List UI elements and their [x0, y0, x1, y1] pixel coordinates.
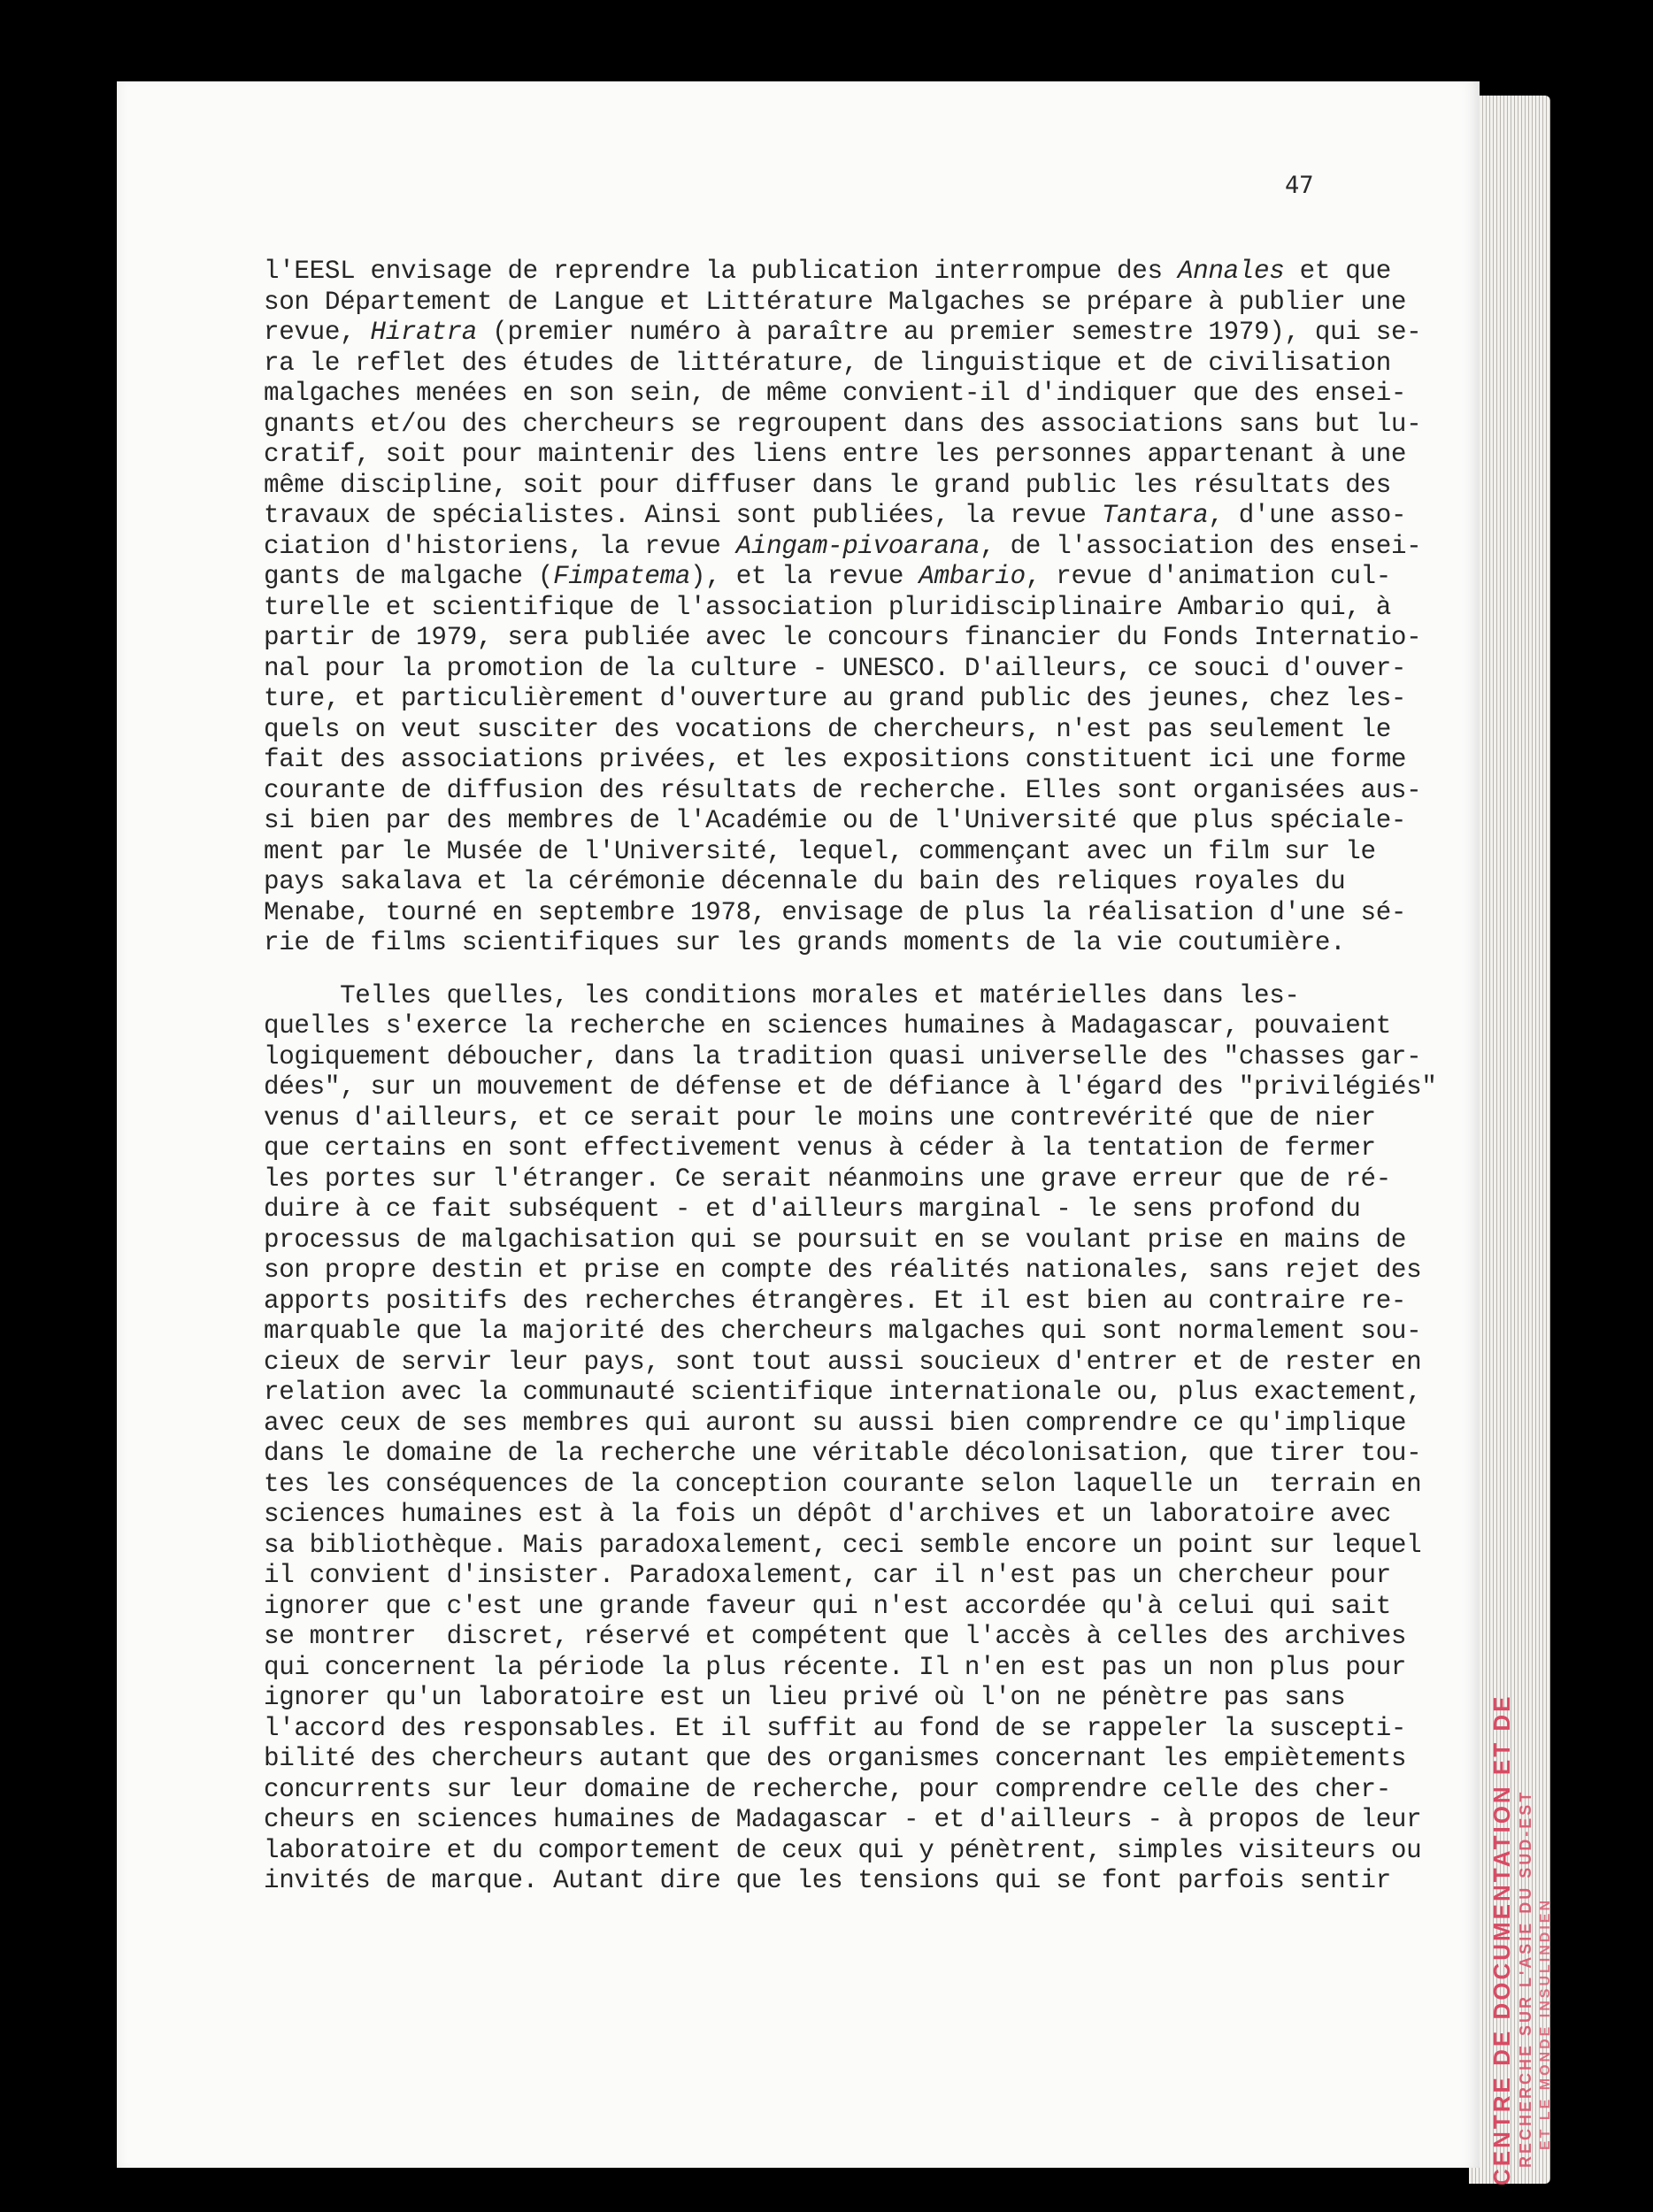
- library-stamp: [1469, 929, 1566, 2185]
- text-run: partir de 1979, sera publiée avec le concours financier du Fonds Internatio-: [264, 623, 1422, 652]
- text-line: [264, 1347, 1422, 1379]
- text-line: [264, 775, 1422, 807]
- body-text: [264, 257, 1437, 1897]
- text-line: [264, 1286, 1407, 1317]
- text-line: [264, 653, 1407, 685]
- text-run: rie de films scientifiques sur les grands moments de la vie coutumière.: [264, 928, 1346, 957]
- text-run: bilité des chercheurs autant que des organismes concernant les empiètements: [264, 1744, 1407, 1773]
- text-line: [264, 470, 1391, 502]
- text-run: ignorer qu'un laboratoire est un lieu privé où l'on ne pénètre pas sans: [264, 1683, 1346, 1712]
- text-run: ture, et particulièrement d'ouverture au grand public des jeunes, chez les-: [264, 684, 1407, 713]
- text-line: [264, 440, 1407, 471]
- text-run: ignorer que c'est une grande faveur qui n'est accordée qu'à celui qui sait: [264, 1591, 1391, 1621]
- text-line: [264, 1744, 1407, 1775]
- text-line: [264, 1683, 1361, 1714]
- text-line: [264, 1530, 1422, 1562]
- text-run: pays sakalava et la cérémonie décennale du bain des reliques royales du: [264, 867, 1346, 896]
- text-line: [264, 409, 1422, 441]
- stamp-text-sub: RECHERCHE SUR L'ASIE DU SUD-EST: [1517, 1789, 1534, 2168]
- text-line: [264, 623, 1422, 654]
- text-line: [264, 1133, 1376, 1164]
- text-line: [264, 379, 1407, 410]
- text-run: logiquement déboucher, dans la tradition quasi universelle des "chasses gar-: [264, 1041, 1422, 1071]
- italic-title: Aingam-pivoarana: [735, 531, 980, 561]
- text-run: les portes sur l'étranger. Ce serait néanmoins une grave erreur que de ré-: [264, 1164, 1391, 1194]
- text-run: si bien par des membres de l'Académie ou de l'Université que plus spéciale-: [264, 806, 1407, 835]
- page-number: 47: [1285, 172, 1314, 199]
- text-run: (premier numéro à paraître au premier semestre 1979), qui se-: [477, 318, 1422, 347]
- text-line: [264, 1835, 1422, 1867]
- text-line: [264, 1256, 1422, 1286]
- text-run: travaux de spécialistes. Ainsi sont publiées, la revue: [264, 501, 1102, 530]
- text-line: [264, 745, 1407, 776]
- text-line: [264, 348, 1391, 380]
- text-run: duire à ce fait subséquent - et d'ailleurs marginal - le sens profond du: [264, 1194, 1361, 1224]
- text-line: [264, 592, 1391, 624]
- text-run: , d'une asso-: [1208, 501, 1407, 530]
- text-line: [264, 1652, 1407, 1684]
- text-line: [264, 531, 1422, 563]
- text-line: [264, 1469, 1422, 1501]
- text-run: dans le domaine de la recherche une véritable décolonisation, que tirer tou-: [264, 1439, 1422, 1468]
- text-run: relation avec la communauté scientifique internationale ou, plus exactement,: [264, 1378, 1422, 1407]
- text-run: Telles quelles, les conditions morales et matérielles dans les-: [264, 980, 1300, 1010]
- text-run: gnants et/ou des chercheurs se regroupent dans des associations sans but lu-: [264, 409, 1422, 439]
- text-run: même discipline, soit pour diffuser dans le grand public les résultats des: [264, 470, 1391, 500]
- text-line: [264, 1866, 1391, 1897]
- text-run: concurrents sur leur domaine de recherche, pour comprendre celle des cher-: [264, 1774, 1391, 1804]
- italic-title: Ambario: [919, 562, 1026, 591]
- text-run: sciences humaines est à la fois un dépôt d'archives et un laboratoire avec: [264, 1500, 1391, 1529]
- text-line: [264, 1500, 1391, 1531]
- text-line: [264, 1072, 1437, 1103]
- text-run: son propre destin et prise en compte des réalités nationales, sans rejet des: [264, 1256, 1422, 1285]
- text-line: [264, 684, 1407, 715]
- text-run: cieux de servir leur pays, sont tout aussi soucieux d'entrer et de rester en: [264, 1347, 1422, 1377]
- italic-title: Tantara: [1101, 501, 1209, 530]
- paragraph: [264, 257, 1422, 959]
- text-line: [264, 1011, 1391, 1042]
- text-run: Menabe, tourné en septembre 1978, envisage de plus la réalisation d'une sé-: [264, 897, 1407, 927]
- text-line: [264, 1622, 1407, 1653]
- text-line: [264, 1774, 1391, 1806]
- text-run: courante de diffusion des résultats de recherche. Elles sont organisées aus-: [264, 775, 1422, 805]
- text-run: qui concernent la période la plus récente. Il n'en est pas un non plus pour: [264, 1652, 1407, 1682]
- text-line: [264, 1805, 1422, 1836]
- text-run: dées", sur un mouvement de défense et de défiance à l'égard des "privilégiés": [264, 1072, 1437, 1102]
- text-run: nal pour la promotion de la culture - UNESCO. D'ailleurs, ce souci d'ouver-: [264, 653, 1407, 683]
- text-run: , revue d'animation cul-: [1025, 562, 1391, 591]
- text-line: [264, 867, 1361, 898]
- text-line: [264, 928, 1361, 959]
- text-line: [264, 1102, 1376, 1134]
- stamp-text-sub2: ET LE MONDE INSULINDIEN: [1538, 1897, 1553, 2150]
- text-line: [264, 1408, 1407, 1440]
- text-run: ra le reflet des études de littérature, de linguistique et de civilisation: [264, 348, 1391, 378]
- text-line: [264, 257, 1391, 288]
- text-line: [264, 806, 1407, 837]
- italic-title: Annales: [1177, 257, 1285, 286]
- text-run: avec ceux de ses membres qui auront su aussi bien comprendre ce qu'implique: [264, 1408, 1407, 1438]
- text-run: cratif, soit pour maintenir des liens entre les personnes appartenant à une: [264, 440, 1407, 469]
- text-run: l'EESL envisage de reprendre la publication interrompue des: [264, 257, 1178, 286]
- text-run: que certains en sont effectivement venus à céder à la tentation de fermer: [264, 1133, 1376, 1163]
- text-run: , de l'association des ensei-: [980, 531, 1422, 561]
- text-run: et que: [1284, 257, 1391, 286]
- text-run: fait des associations privées, et les expositions constituent ici une forme: [264, 745, 1407, 774]
- text-line: [264, 1317, 1422, 1348]
- text-line: [264, 714, 1391, 746]
- text-run: ), et la revue: [690, 562, 919, 591]
- text-line: [264, 287, 1407, 319]
- text-line: [264, 1439, 1422, 1470]
- text-run: marquable que la majorité des chercheurs malgaches qui sont normalement sou-: [264, 1317, 1422, 1346]
- text-line: [264, 1378, 1422, 1409]
- text-line: [264, 318, 1422, 349]
- italic-title: Hiratra: [370, 318, 478, 347]
- text-run: apports positifs des recherches étrangères. Et il est bien au contraire re-: [264, 1286, 1407, 1316]
- text-run: sa bibliothèque. Mais paradoxalement, ceci semble encore un point sur lequel: [264, 1530, 1422, 1560]
- text-run: ment par le Musée de l'Université, lequel, commençant avec un film sur le: [264, 836, 1376, 866]
- text-run: il convient d'insister. Paradoxalement, car il n'est pas un chercheur pour: [264, 1561, 1391, 1590]
- text-run: quels on veut susciter des vocations de chercheurs, n'est pas seulement le: [264, 714, 1391, 744]
- text-line: [264, 1225, 1407, 1256]
- text-line: [264, 1041, 1422, 1073]
- text-run: tes les conséquences de la conception courante selon laquelle un terrain en: [264, 1469, 1422, 1499]
- text-line: [264, 1561, 1391, 1592]
- text-line: [264, 501, 1407, 532]
- text-run: son Département de Langue et Littérature Malgaches se prépare à publier une: [264, 287, 1407, 317]
- italic-title: Fimpatema: [553, 562, 691, 591]
- text-run: se montrer discret, réservé et compétent que l'accès à celles des archives: [264, 1622, 1407, 1651]
- text-line: [264, 1164, 1391, 1195]
- text-run: gants de malgache (: [264, 562, 554, 591]
- text-run: invités de marque. Autant dire que les tensions qui se font parfois sentir: [264, 1866, 1391, 1895]
- text-run: processus de malgachisation qui se poursuit en se voulant prise en mains de: [264, 1225, 1407, 1255]
- text-run: laboratoire et du comportement de ceux qui y pénètrent, simples visiteurs ou: [264, 1835, 1422, 1865]
- text-run: l'accord des responsables. Et il suffit au fond de se rappeler la suscepti-: [264, 1713, 1407, 1743]
- text-run: turelle et scientifique de l'association pluridisciplinaire Ambario qui, à: [264, 592, 1391, 622]
- text-run: ciation d'historiens, la revue: [264, 531, 736, 561]
- text-run: quelles s'exerce la recherche en sciences humaines à Madagascar, pouvaient: [264, 1011, 1391, 1041]
- stamp-text-main: CENTRE DE DOCUMENTATION ET DE: [1488, 1694, 1515, 2185]
- text-line: [264, 1591, 1391, 1623]
- text-run: cheurs en sciences humaines de Madagascar - et d'ailleurs - à propos de leur: [264, 1805, 1422, 1834]
- text-run: revue,: [264, 318, 371, 347]
- text-line: [264, 981, 1361, 1012]
- text-line: [264, 836, 1376, 868]
- paragraph: [264, 980, 1437, 1897]
- text-line: [264, 897, 1407, 929]
- text-run: venus d'ailleurs, et ce serait pour le moins une contrevérité que de nier: [264, 1102, 1376, 1133]
- text-line: [264, 1713, 1407, 1745]
- text-line: [264, 1194, 1361, 1225]
- text-line: [264, 562, 1391, 593]
- text-run: malgaches menées en son sein, de même convient-il d'indiquer que des ensei-: [264, 379, 1407, 408]
